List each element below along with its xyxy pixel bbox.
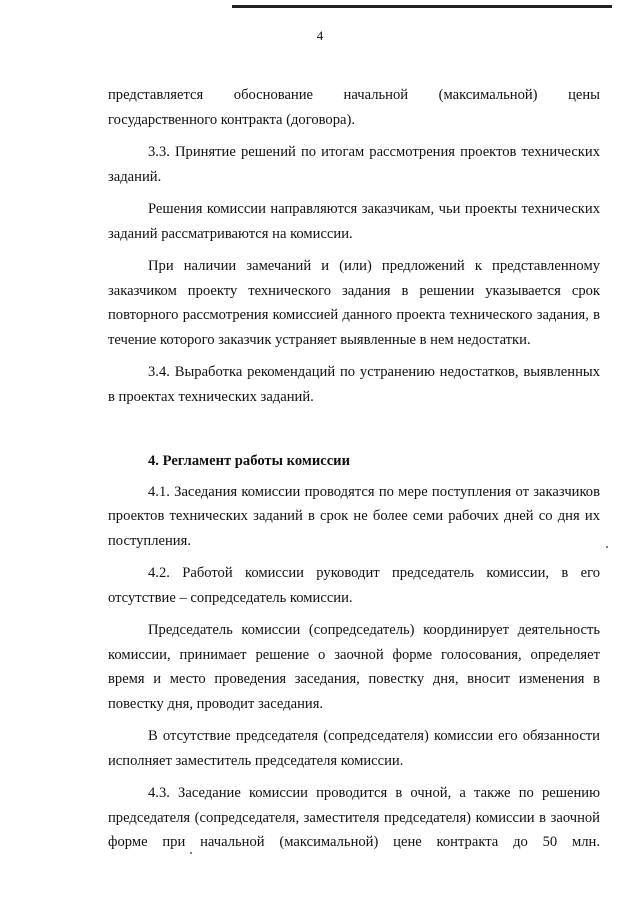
paragraph-3-4: 3.4. Выработка рекомендаций по устранению недостатков, выявленных в проектах технических заданий.	[108, 364, 600, 405]
paragraph-4-2: 4.2. Работой комиссии руководит председатель комиссии, в его отсутствие – сопредседатель комиссии.	[108, 565, 600, 606]
paragraph-decisions: Решения комиссии направляются заказчикам, чьи проекты технических заданий рассматриваются на комиссии.	[108, 201, 600, 242]
top-border-line	[232, 5, 612, 8]
page-number: 4	[316, 28, 324, 43]
paragraph-chairman-absence: В отсутствие председателя (сопредседателя) комиссии его обязанности исполняет заместитель председателя комиссии.	[108, 728, 600, 769]
paragraph-3-3: 3.3. Принятие решений по итогам рассмотрения проектов технических заданий.	[108, 144, 600, 185]
scan-speck	[190, 852, 192, 854]
document-body	[108, 83, 600, 855]
paragraph-remarks: При наличии замечаний и (или) предложений к представленному заказчиком проекту технического задания в решении указывается срок повторного рассмотрения комиссией данного проекта технического задания, в течение которого заказчик устраняет выявленные в нем недостатки.	[108, 258, 600, 348]
scan-speck	[606, 546, 608, 548]
paragraph-4-3: 4.3. Заседание комиссии проводится в очной, а также по решению председателя (сопредседателя, заместителя председателя) комиссии в заочной форме при начальной (максимальной) цене контракта до 50 млн.	[108, 785, 600, 850]
paragraph-chairman-duties: Председатель комиссии (сопредседатель) координирует деятельность комиссии, принимает решение о заочной форме голосования, определяет время и место проведения заседания, повестку дня, вносит изменения в повестку дня, проводит заседания.	[108, 622, 600, 712]
paragraph-4-1: 4.1. Заседания комиссии проводятся по мере поступления от заказчиков проектов технических заданий в срок не более семи рабочих дней со дня их поступления.	[108, 483, 600, 549]
section-heading-4: 4. Регламент работы комиссии	[148, 453, 350, 469]
paragraph-continuation: представляется обоснование начальной (максимальной) цены государственного контракта (договора).	[108, 87, 600, 128]
